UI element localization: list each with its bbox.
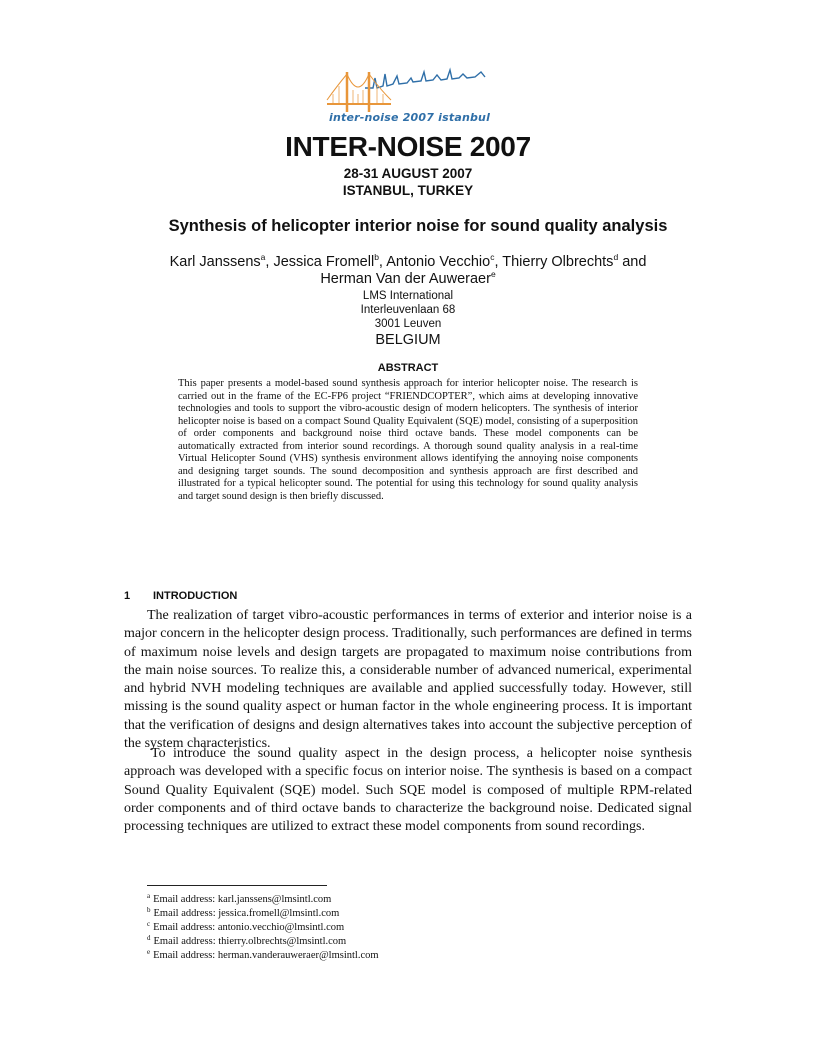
body-paragraph: The realization of target vibro-acoustic performances in terms of exterior and interior noise is a major concern in the helicopter design process. Traditionally, such performances are defined in terms of maximum noise levels and design targets are propagated to maximum noise contributions from the main noise sources. To realize this, a considerable number of advanced numerical, experimental and hybrid NVH modeling techniques are available and applied successfully today. However, still missing is the sound quality aspect or human factor in the whole engineering process. It is important that the verification of designs and design alternatives takes into account the subjective perception of the system characteristics. bbox=[124, 608, 692, 752]
author-name: Herman Van der Auweraer bbox=[320, 271, 491, 287]
author-name: Jessica Fromell bbox=[273, 254, 375, 270]
footnote-mark: d bbox=[147, 933, 151, 942]
abstract-body: This paper presents a model-based sound synthesis approach for interior helicopter noise. The research is carried out in the frame of the EC-FP6 project “FRIENDCOPTER”, which aims at developing innovative technologies and tools to support the vibro-acoustic design of modern helicopters. The synthesis of interior helicopter noise is based on a compact Sound Quality Equivalent (SQE) model, consisting of a superposition of order components and background noise third octave bands. These model components can be automatically extracted from interior sound recordings. A thorough sound quality analysis in a real-time Virtual Helicopter Sound (VHS) synthesis environment allows identifying the annoying noise components and designing target sounds. The sound decomposition and synthesis approach are first described and illustrated for a typical helicopter sound. The potential for using this technology for sound quality analysis and target sound design is then briefly discussed. bbox=[178, 378, 638, 502]
section-title: INTRODUCTION bbox=[153, 590, 238, 602]
author-mark: c bbox=[490, 252, 495, 263]
logo-text: inter-noise 2007 istanbul bbox=[329, 111, 491, 124]
affiliation-organization: LMS International bbox=[362, 290, 454, 302]
footnote-mark: b bbox=[147, 905, 151, 914]
section-number: 1 bbox=[124, 590, 131, 602]
section-heading bbox=[124, 590, 237, 602]
footnote-mark: c bbox=[147, 919, 151, 928]
affiliation-city: 3001 Leuven bbox=[374, 318, 442, 330]
conference-location: ISTANBUL, TURKEY bbox=[342, 183, 474, 198]
footnote bbox=[147, 935, 647, 949]
author-separator: and bbox=[618, 254, 647, 270]
author-separator: , bbox=[494, 254, 503, 270]
author-name: Antonio Vecchio bbox=[386, 254, 491, 270]
author-list bbox=[160, 254, 656, 288]
author-mark: a bbox=[260, 252, 266, 263]
abstract-heading: ABSTRACT bbox=[377, 362, 439, 374]
footnote-text: Email address: antonio.vecchio@lmsintl.com bbox=[153, 922, 345, 933]
affiliation-street: Interleuvenlaan 68 bbox=[360, 304, 456, 316]
footnote-text: Email address: jessica.fromell@lmsintl.com bbox=[153, 908, 340, 919]
footnote-text: Email address: thierry.olbrechts@lmsintl.com bbox=[153, 936, 347, 947]
conference-title: INTER-NOISE 2007 bbox=[285, 131, 531, 162]
footnote-mark: a bbox=[147, 891, 151, 900]
conference-dates: 28-31 AUGUST 2007 bbox=[343, 166, 473, 181]
footnote-text: Email address: karl.janssens@lmsintl.com bbox=[153, 894, 332, 905]
author-separator: , bbox=[378, 254, 387, 270]
footnote bbox=[147, 921, 647, 935]
author-separator: , bbox=[265, 254, 274, 270]
paper-title: Synthesis of helicopter interior noise for sound quality analysis bbox=[168, 217, 668, 235]
footnote-divider bbox=[147, 885, 327, 886]
footnote bbox=[147, 907, 647, 921]
footnote-mark: e bbox=[147, 947, 151, 956]
affiliation-country: BELGIUM bbox=[375, 332, 441, 348]
author-mark: e bbox=[490, 269, 496, 280]
author-name: Thierry Olbrechts bbox=[502, 254, 614, 270]
body-paragraph: To introduce the sound quality aspect in the design process, a helicopter noise synthesis approach was developed with a specific focus on interior noise. The synthesis is based on a compact Sound Quality Equivalent (SQE) model. Such SQE model is composed of multiple RPM-related order components and of third octave bands to characterize the background noise. Dedicated signal processing techniques are utilized to extract these model components from sound recordings. bbox=[124, 746, 692, 835]
footnote-text: Email address: herman.vanderauweraer@lmsintl.com bbox=[153, 950, 379, 961]
footnote bbox=[147, 949, 647, 963]
author-name: Karl Janssens bbox=[169, 254, 261, 270]
footnote bbox=[147, 893, 647, 907]
author-mark: b bbox=[374, 252, 379, 263]
footnote-list bbox=[147, 893, 647, 963]
author-mark: d bbox=[613, 252, 619, 263]
